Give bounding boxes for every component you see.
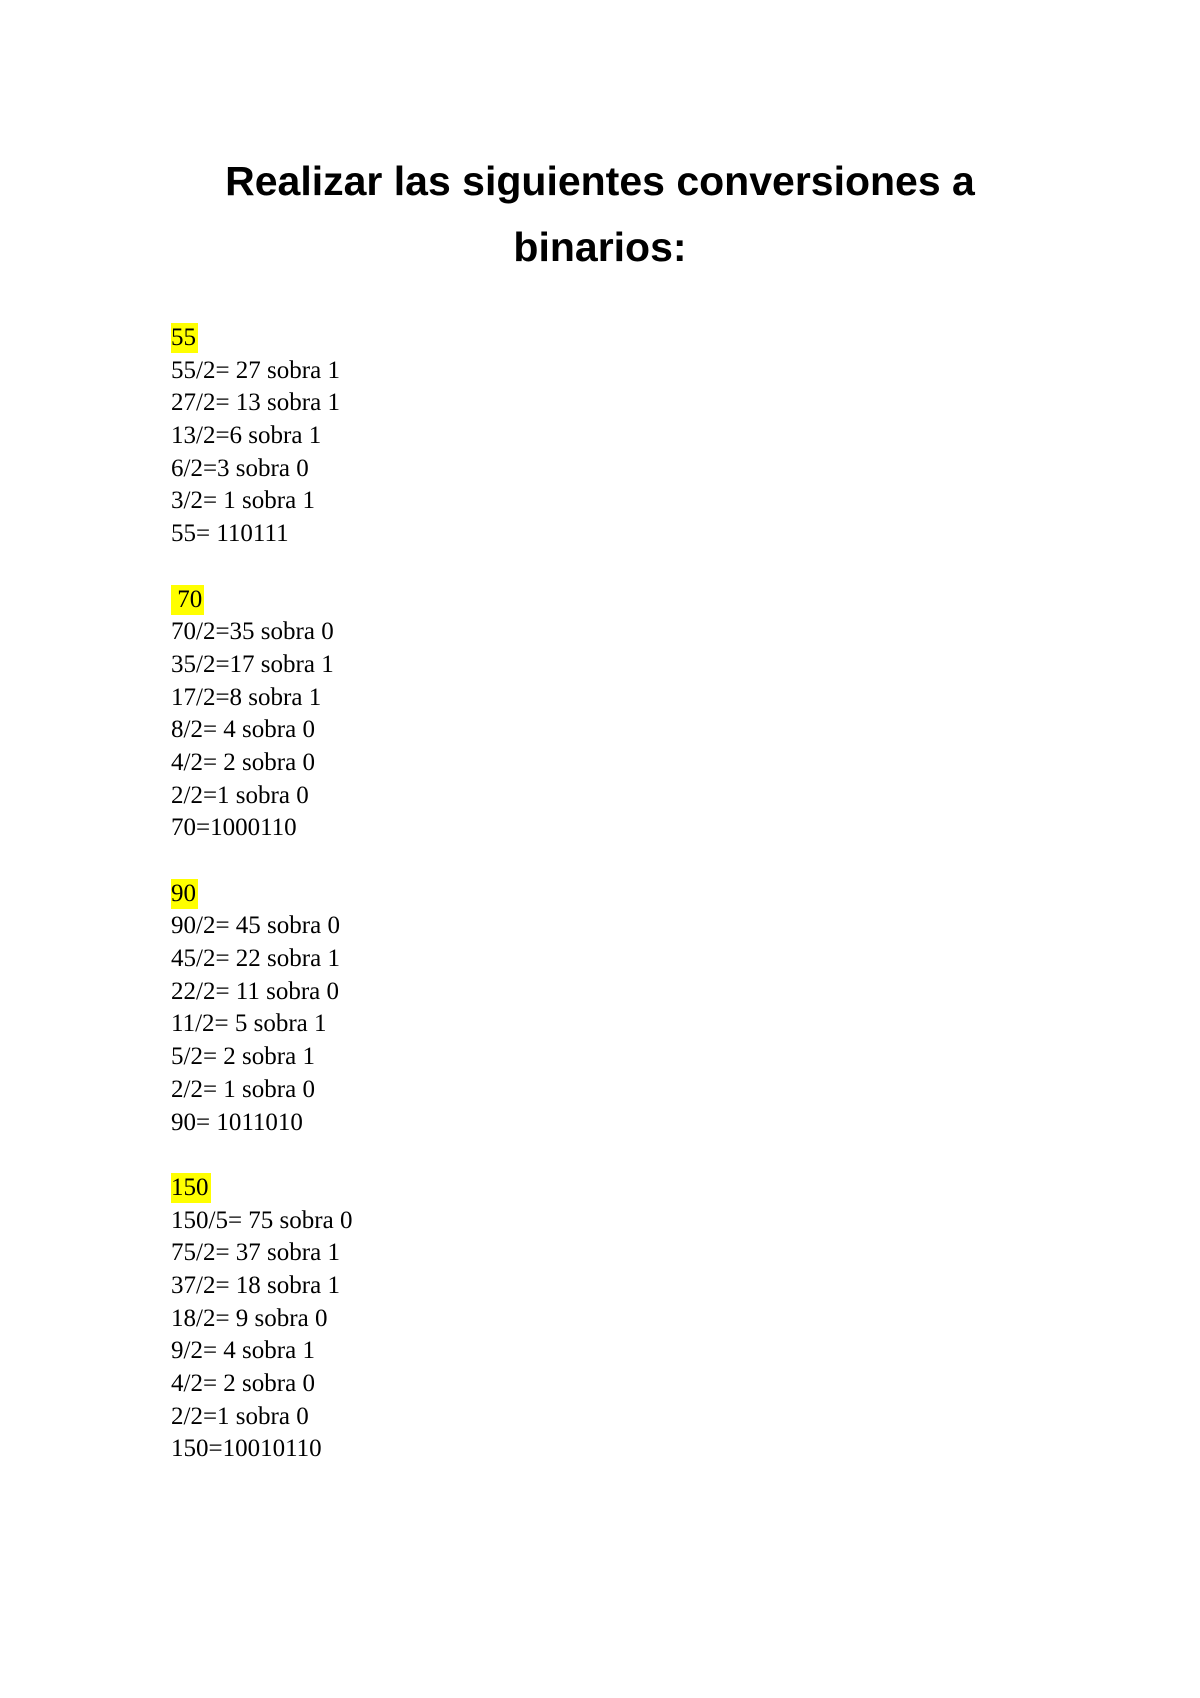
- highlighted-number: 150: [171, 1173, 209, 1201]
- division-step: 35/2=17 sobra 1: [171, 650, 334, 678]
- highlighted-number: 55: [171, 324, 196, 351]
- division-step: 37/2= 18 sobra 1: [171, 1271, 340, 1299]
- binary-result: 150=10010110: [171, 1435, 322, 1463]
- block-header-line: [171, 584, 352, 617]
- division-step: 75/2= 37 sobra 1: [171, 1239, 340, 1267]
- division-step: 55/2= 27 sobra 1: [171, 356, 340, 384]
- division-step: 2/2=1 sobra 0: [171, 781, 309, 809]
- division-step: 22/2= 11 sobra 0: [171, 977, 340, 1005]
- block-header-line: [171, 1172, 352, 1205]
- division-step: 150/5= 75 sobra 0: [171, 1206, 353, 1234]
- division-step: 11/2= 5 sobra 1: [171, 1010, 327, 1038]
- division-step: 6/2=3 sobra 0: [171, 454, 309, 482]
- conversions-list: [171, 322, 352, 1499]
- conversion-block-150: [171, 1172, 352, 1466]
- division-step: 4/2= 2 sobra 0: [171, 1370, 315, 1397]
- conversion-block-90: [171, 878, 352, 1140]
- division-step: 70/2=35 sobra 0: [171, 618, 334, 646]
- division-step: 9/2= 4 sobra 1: [171, 1337, 315, 1365]
- highlighted-number: 70: [171, 585, 203, 613]
- block-header-line: [171, 322, 352, 355]
- division-step: 2/2=1 sobra 0: [171, 1402, 309, 1430]
- highlighted-number: 90: [171, 879, 196, 907]
- division-step: 27/2= 13 sobra 1: [171, 389, 340, 417]
- division-step: 3/2= 1 sobra 1: [171, 487, 315, 515]
- binary-result: 55= 110111: [171, 520, 289, 548]
- conversion-block-55: [171, 322, 352, 551]
- division-step: 17/2=8 sobra 1: [171, 683, 322, 711]
- division-step: 45/2= 22 sobra 1: [171, 945, 340, 973]
- division-step: 18/2= 9 sobra 0: [171, 1304, 328, 1332]
- division-step: 8/2= 4 sobra 0: [171, 716, 315, 744]
- conversion-block-70: [171, 584, 352, 846]
- division-step: 13/2=6 sobra 1: [171, 422, 322, 450]
- division-step: 90/2= 45 sobra 0: [171, 912, 340, 940]
- division-step: 2/2= 1 sobra 0: [171, 1075, 315, 1103]
- block-header-line: [171, 878, 352, 911]
- division-step: 4/2= 2 sobra 0: [171, 748, 315, 776]
- binary-result: 70=1000110: [171, 814, 297, 842]
- page-title: Realizar las siguientes conversiones a binarios:: [225, 158, 975, 270]
- division-step: 5/2= 2 sobra 1: [171, 1043, 315, 1071]
- binary-result: 90= 1011010: [171, 1108, 303, 1136]
